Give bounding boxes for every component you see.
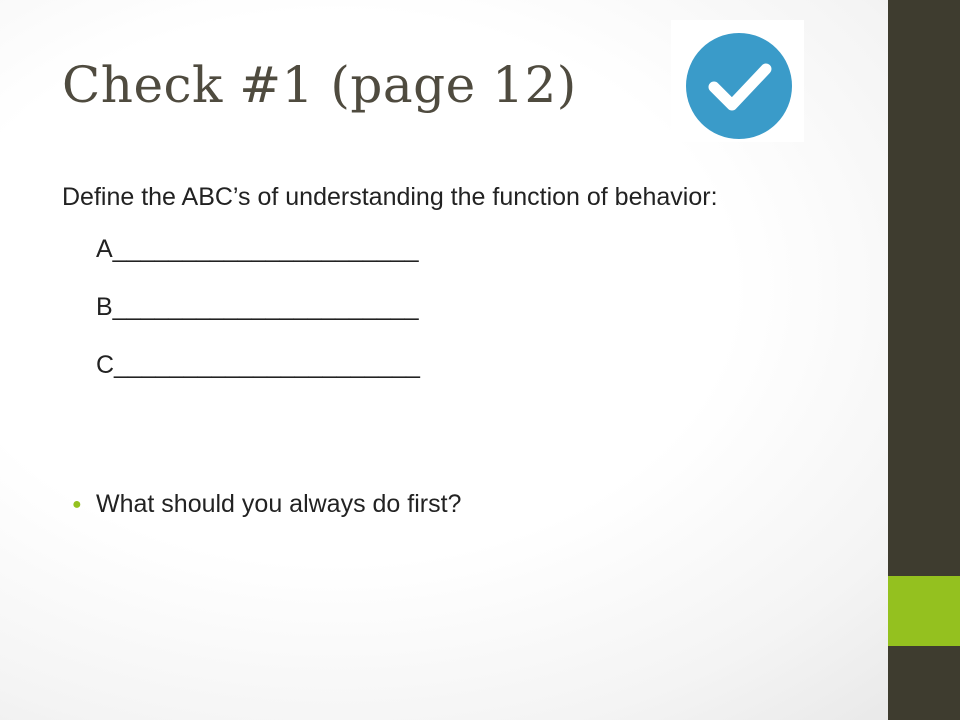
accent-block — [888, 576, 960, 646]
blank-list — [62, 220, 832, 394]
bullet-item — [72, 490, 461, 519]
blank-a: A______________________ — [96, 235, 419, 263]
checkmark-circle-icon — [686, 33, 792, 139]
abc-prompt: Define the ABC’s of understanding the function of behavior: — [62, 183, 718, 211]
blank-c: C______________________ — [96, 351, 420, 379]
bullet-text: What should you always do first? — [96, 490, 462, 518]
blank-b: B______________________ — [96, 293, 419, 321]
slide-title: Check #1 (page 12) — [62, 56, 577, 114]
slide-body — [62, 176, 832, 394]
bullet-icon: ● — [72, 496, 82, 513]
